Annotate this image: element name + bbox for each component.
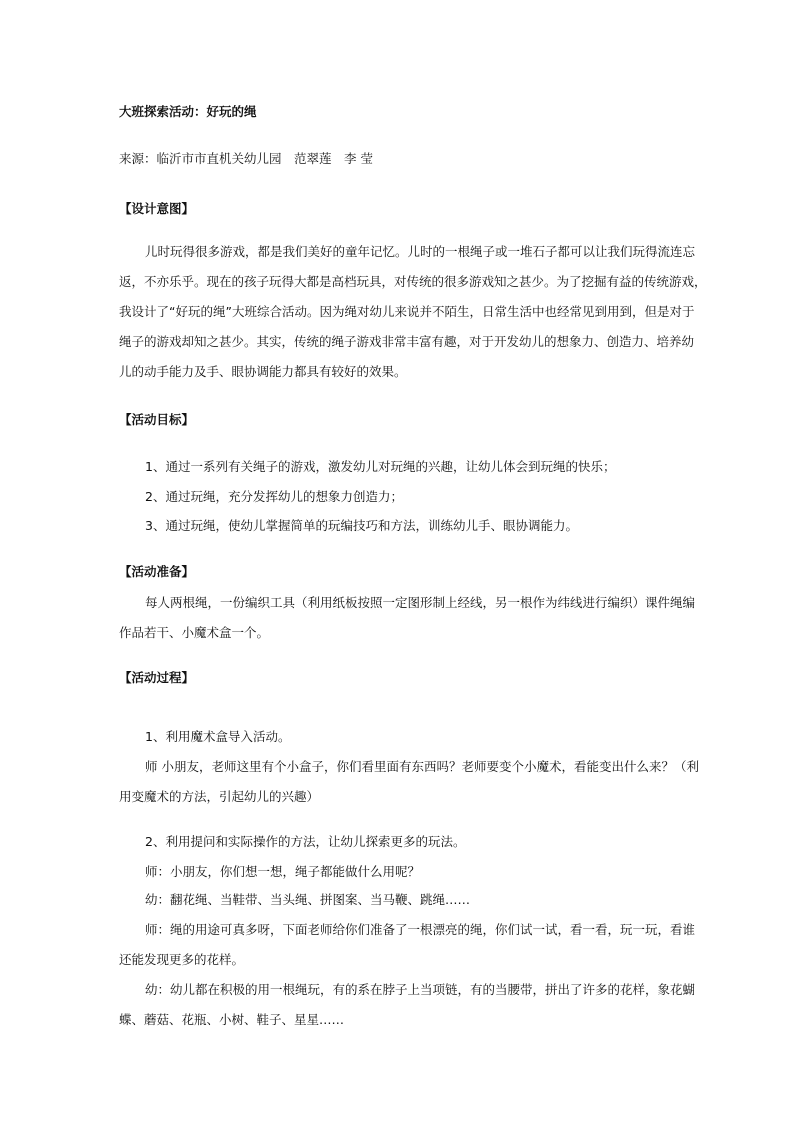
design-paragraph-line: 儿时玩得很多游戏，都是我们美好的童年记忆。儿时的一根绳子或一堆石子都可以让我们玩得流连忘 bbox=[145, 244, 696, 259]
goals-heading: 【活动目标】 bbox=[119, 412, 195, 427]
design-paragraph-line: 返，不亦乐乎。现在的孩子玩得大都是高档玩具，对传统的很多游戏知之甚少。为了挖掘有益的传统游戏， bbox=[119, 274, 707, 289]
process-line: 幼：翻花绳、当鞋带、当头绳、拼图案、当马鞭、跳绳…… bbox=[145, 892, 471, 907]
process-line: 2、利用提问和实际操作的方法，让幼儿探索更多的玩法。 bbox=[145, 834, 466, 849]
goal-item: 2、通过玩绳，充分发挥幼儿的想象力创造力； bbox=[145, 489, 403, 504]
process-line: 蝶、蘑菇、花瓶、小树、鞋子、星星…… bbox=[119, 1012, 345, 1027]
process-line: 师 小朋友，老师这里有个小盒子，你们看里面有东西吗？老师要变个小魔术，看能变出什么来？（利 bbox=[145, 759, 699, 774]
design-paragraph-line: 我设计了“好玩的绳”大班综合活动。因为绳对幼儿来说并不陌生，日常生活中也经常见到用到，但是对于 bbox=[119, 304, 695, 319]
document-title: 大班探索活动：好玩的绳 bbox=[119, 104, 257, 119]
design-paragraph-line: 儿的动手能力及手、眼协调能力都具有较好的效果。 bbox=[119, 364, 407, 379]
design-paragraph-line: 绳子的游戏却知之甚少。其实，传统的绳子游戏非常丰富有趣，对于开发幼儿的想象力、创造力、培养幼 bbox=[119, 334, 695, 349]
process-line: 幼：幼儿都在积极的用一根绳玩，有的系在脖子上当项链，有的当腰带，拼出了许多的花样，象花蝴 bbox=[145, 982, 696, 997]
prep-paragraph-line: 每人两根绳，一份编织工具（利用纸板按照一定图形制上经线，另一根作为纬线进行编织）课件绳编 bbox=[145, 595, 696, 610]
goal-item: 3、通过玩绳，使幼儿掌握简单的玩编技巧和方法，训练幼儿手、眼协调能力。 bbox=[145, 518, 578, 533]
process-heading: 【活动过程】 bbox=[119, 670, 195, 685]
process-line: 师：绳的用途可真多呀，下面老师给你们准备了一根漂亮的绳，你们试一试，看一看，玩一玩，看谁 bbox=[145, 922, 696, 937]
process-line: 还能发现更多的花样。 bbox=[119, 952, 245, 967]
prep-heading: 【活动准备】 bbox=[119, 564, 195, 579]
process-line: 1、利用魔术盒导入活动。 bbox=[145, 729, 291, 744]
prep-paragraph-line: 作品若干、小魔术盒一个。 bbox=[119, 625, 270, 640]
process-line: 用变魔术的方法，引起幼儿的兴趣） bbox=[119, 789, 320, 804]
design-heading: 【设计意图】 bbox=[119, 201, 195, 216]
document-source: 来源：临沂市市直机关幼儿园 范翠莲 李 莹 bbox=[119, 151, 373, 166]
process-line: 师：小朋友，你们想一想，绳子都能做什么用呢？ bbox=[145, 864, 421, 879]
goal-item: 1、通过一系列有关绳子的游戏，激发幼儿对玩绳的兴趣，让幼儿体会到玩绳的快乐； bbox=[145, 459, 616, 474]
